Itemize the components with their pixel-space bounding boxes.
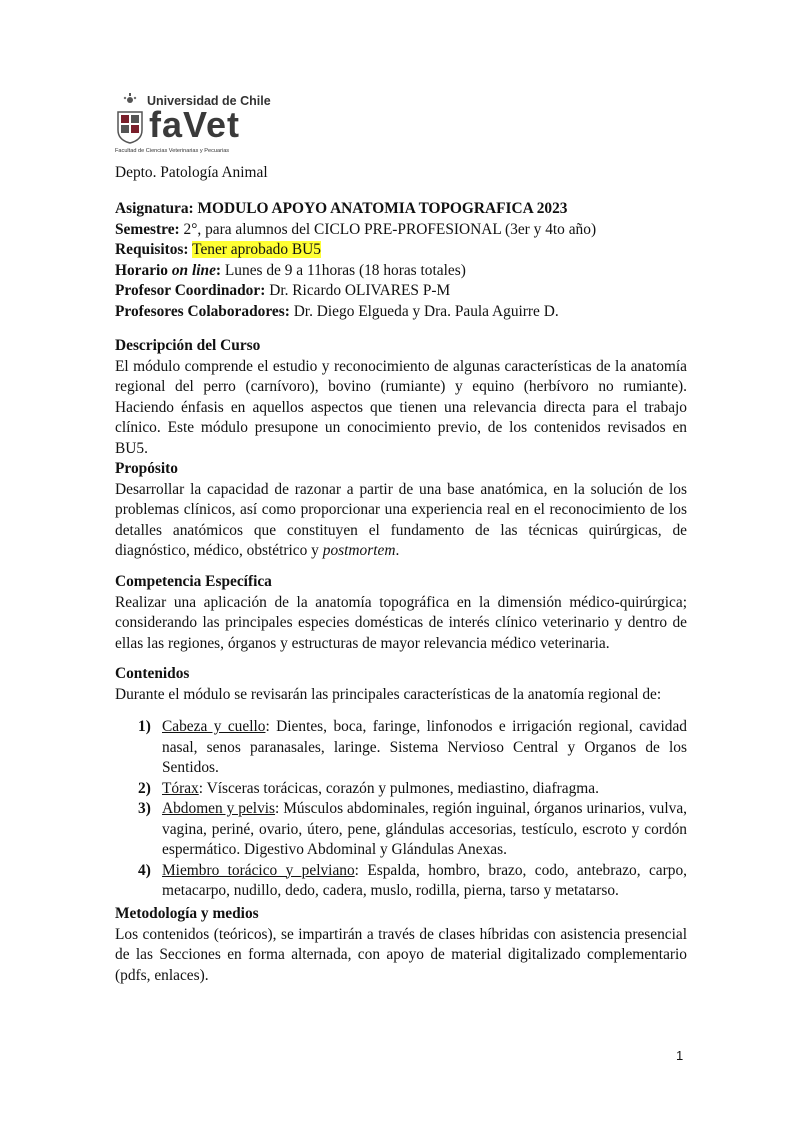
schedule-value: Lunes de 9 a 11horas (18 horas totales) (224, 261, 466, 279)
list-item-text: : Espalda, hombro, brazo, codo, antebrazo, carpo, metacarpo, nudillo, dedo, cadera, muslo, rodilla, pierna, tarso y metatarso. (162, 861, 687, 899)
competence-heading: Competencia Específica (115, 573, 272, 590)
coordinator-label: Profesor Coordinador: (115, 282, 266, 299)
university-logo (113, 92, 273, 164)
contents-heading: Contenidos (115, 665, 190, 682)
contents-intro: Durante el módulo se revisarán las principales características de la anatomía regional de: (115, 685, 662, 703)
list-item (115, 779, 687, 800)
list-item-title: Miembro torácico y pelviano (162, 861, 355, 879)
list-item-title: Tórax (162, 779, 199, 797)
list-item-number: 3) (138, 800, 151, 817)
semester-value: 2°, para alumnos del CICLO PRE-PROFESIONAL (3er y 4to año) (183, 220, 597, 238)
logo-university-name: Universidad de Chile (147, 94, 271, 108)
list-item-number: 4) (138, 861, 151, 879)
contents-list (115, 717, 687, 902)
requirements-label: Requisitos: (115, 241, 189, 258)
list-item-number: 2) (138, 779, 151, 797)
subject-line (115, 199, 687, 220)
methodology-body: Los contenidos (teóricos), se impartirán a través de clases híbridas con asistencia presencial de las Secciones en forma alternada, con apoyo de material digitalizado complementario (pdfs, enlaces). (115, 925, 687, 984)
description-body: El módulo comprende el estudio y reconocimiento de algunas características de la anatomía regional del perro (carnívoro), bovino (rumiante) y equino (herbívoro no rumiante). Haciendo énfasis en aquellos aspectos que tienen una relevancia directa para el trabajo clínico. Este módulo presupone un conocimiento previo, de los contenidos revisados en BU5. (115, 357, 687, 457)
list-item (115, 717, 687, 779)
semester-line (115, 220, 687, 241)
competence-body: Realizar una aplicación de la anatomía topográfica en la dimensión médico-quirúrgica; considerando las principales especies domésticas de interés clínico veterinario y dentro de ellas las regiones, órganos y estructuras de mayor relevancia médico veterinaria. (115, 593, 687, 652)
list-item-title: Abdomen y pelvis (162, 800, 276, 817)
page-number: 1 (676, 1048, 684, 1063)
department-name: Depto. Patología Animal (115, 164, 268, 181)
schedule-line (115, 261, 687, 282)
logo-brand: faVet (149, 104, 241, 145)
coordinator-line (115, 281, 687, 302)
collaborators-line (115, 302, 687, 323)
purpose-italic: postmortem (322, 542, 396, 559)
list-item-text: : Dientes, boca, faringe, linfonodos e irrigación regional, cavidad nasal, senos paranasales, laringe. Sistema Nervioso Central y Organos de los Sentidos. (162, 718, 687, 776)
list-item-text: : Músculos abdominales, región inguinal, órganos urinarios, vulva, vagina, periné, ovario, útero, pene, glándulas accesorias, testículo, escroto y cordón espermático. Digestivo Abdominal y Glándulas Anexas. (162, 800, 687, 858)
list-item-title: Cabeza y cuello (162, 718, 266, 735)
university-seal-icon (115, 92, 145, 144)
subject-label: Asignatura: (115, 200, 194, 217)
schedule-label-colon: : (215, 261, 222, 279)
description-heading: Descripción del Curso (115, 337, 261, 354)
schedule-label-online: on line (171, 261, 216, 279)
purpose-end: . (395, 542, 400, 559)
methodology-heading: Metodología y medios (115, 905, 259, 922)
list-item (115, 861, 687, 902)
list-item-number: 1) (138, 718, 151, 735)
requirements-line (115, 240, 687, 261)
list-item-text: : Vísceras torácicas, corazón y pulmones, mediastino, diafragma. (198, 779, 599, 797)
list-item (115, 799, 687, 861)
purpose-text: Desarrollar la capacidad de razonar a partir de una base anatómica, en la solución de los problemas clínicos, así como proporcionar una experiencia real en el reconocimiento de los detalles anatómicos que constituyen el fundamento de las técnicas quirúrgicas, de diagnóstico, médico, obstétrico y (115, 480, 687, 559)
purpose-heading: Propósito (115, 460, 178, 477)
purpose-body (115, 480, 687, 562)
coordinator-value: Dr. Ricardo OLIVARES P-M (269, 282, 451, 299)
collaborators-label: Profesores Colaboradores: (115, 302, 290, 320)
subject-value: MODULO APOYO ANATOMIA TOPOGRAFICA 2023 (197, 200, 568, 217)
schedule-label: Horario (115, 261, 168, 279)
logo-faculty-name: Facultad de Ciencias Veterinarias y Pecuarias (115, 148, 230, 154)
collaborators-value: Dr. Diego Elgueda y Dra. Paula Aguirre D. (293, 302, 559, 320)
requirements-value: Tener aprobado BU5 (192, 241, 321, 258)
semester-label: Semestre: (115, 220, 180, 238)
